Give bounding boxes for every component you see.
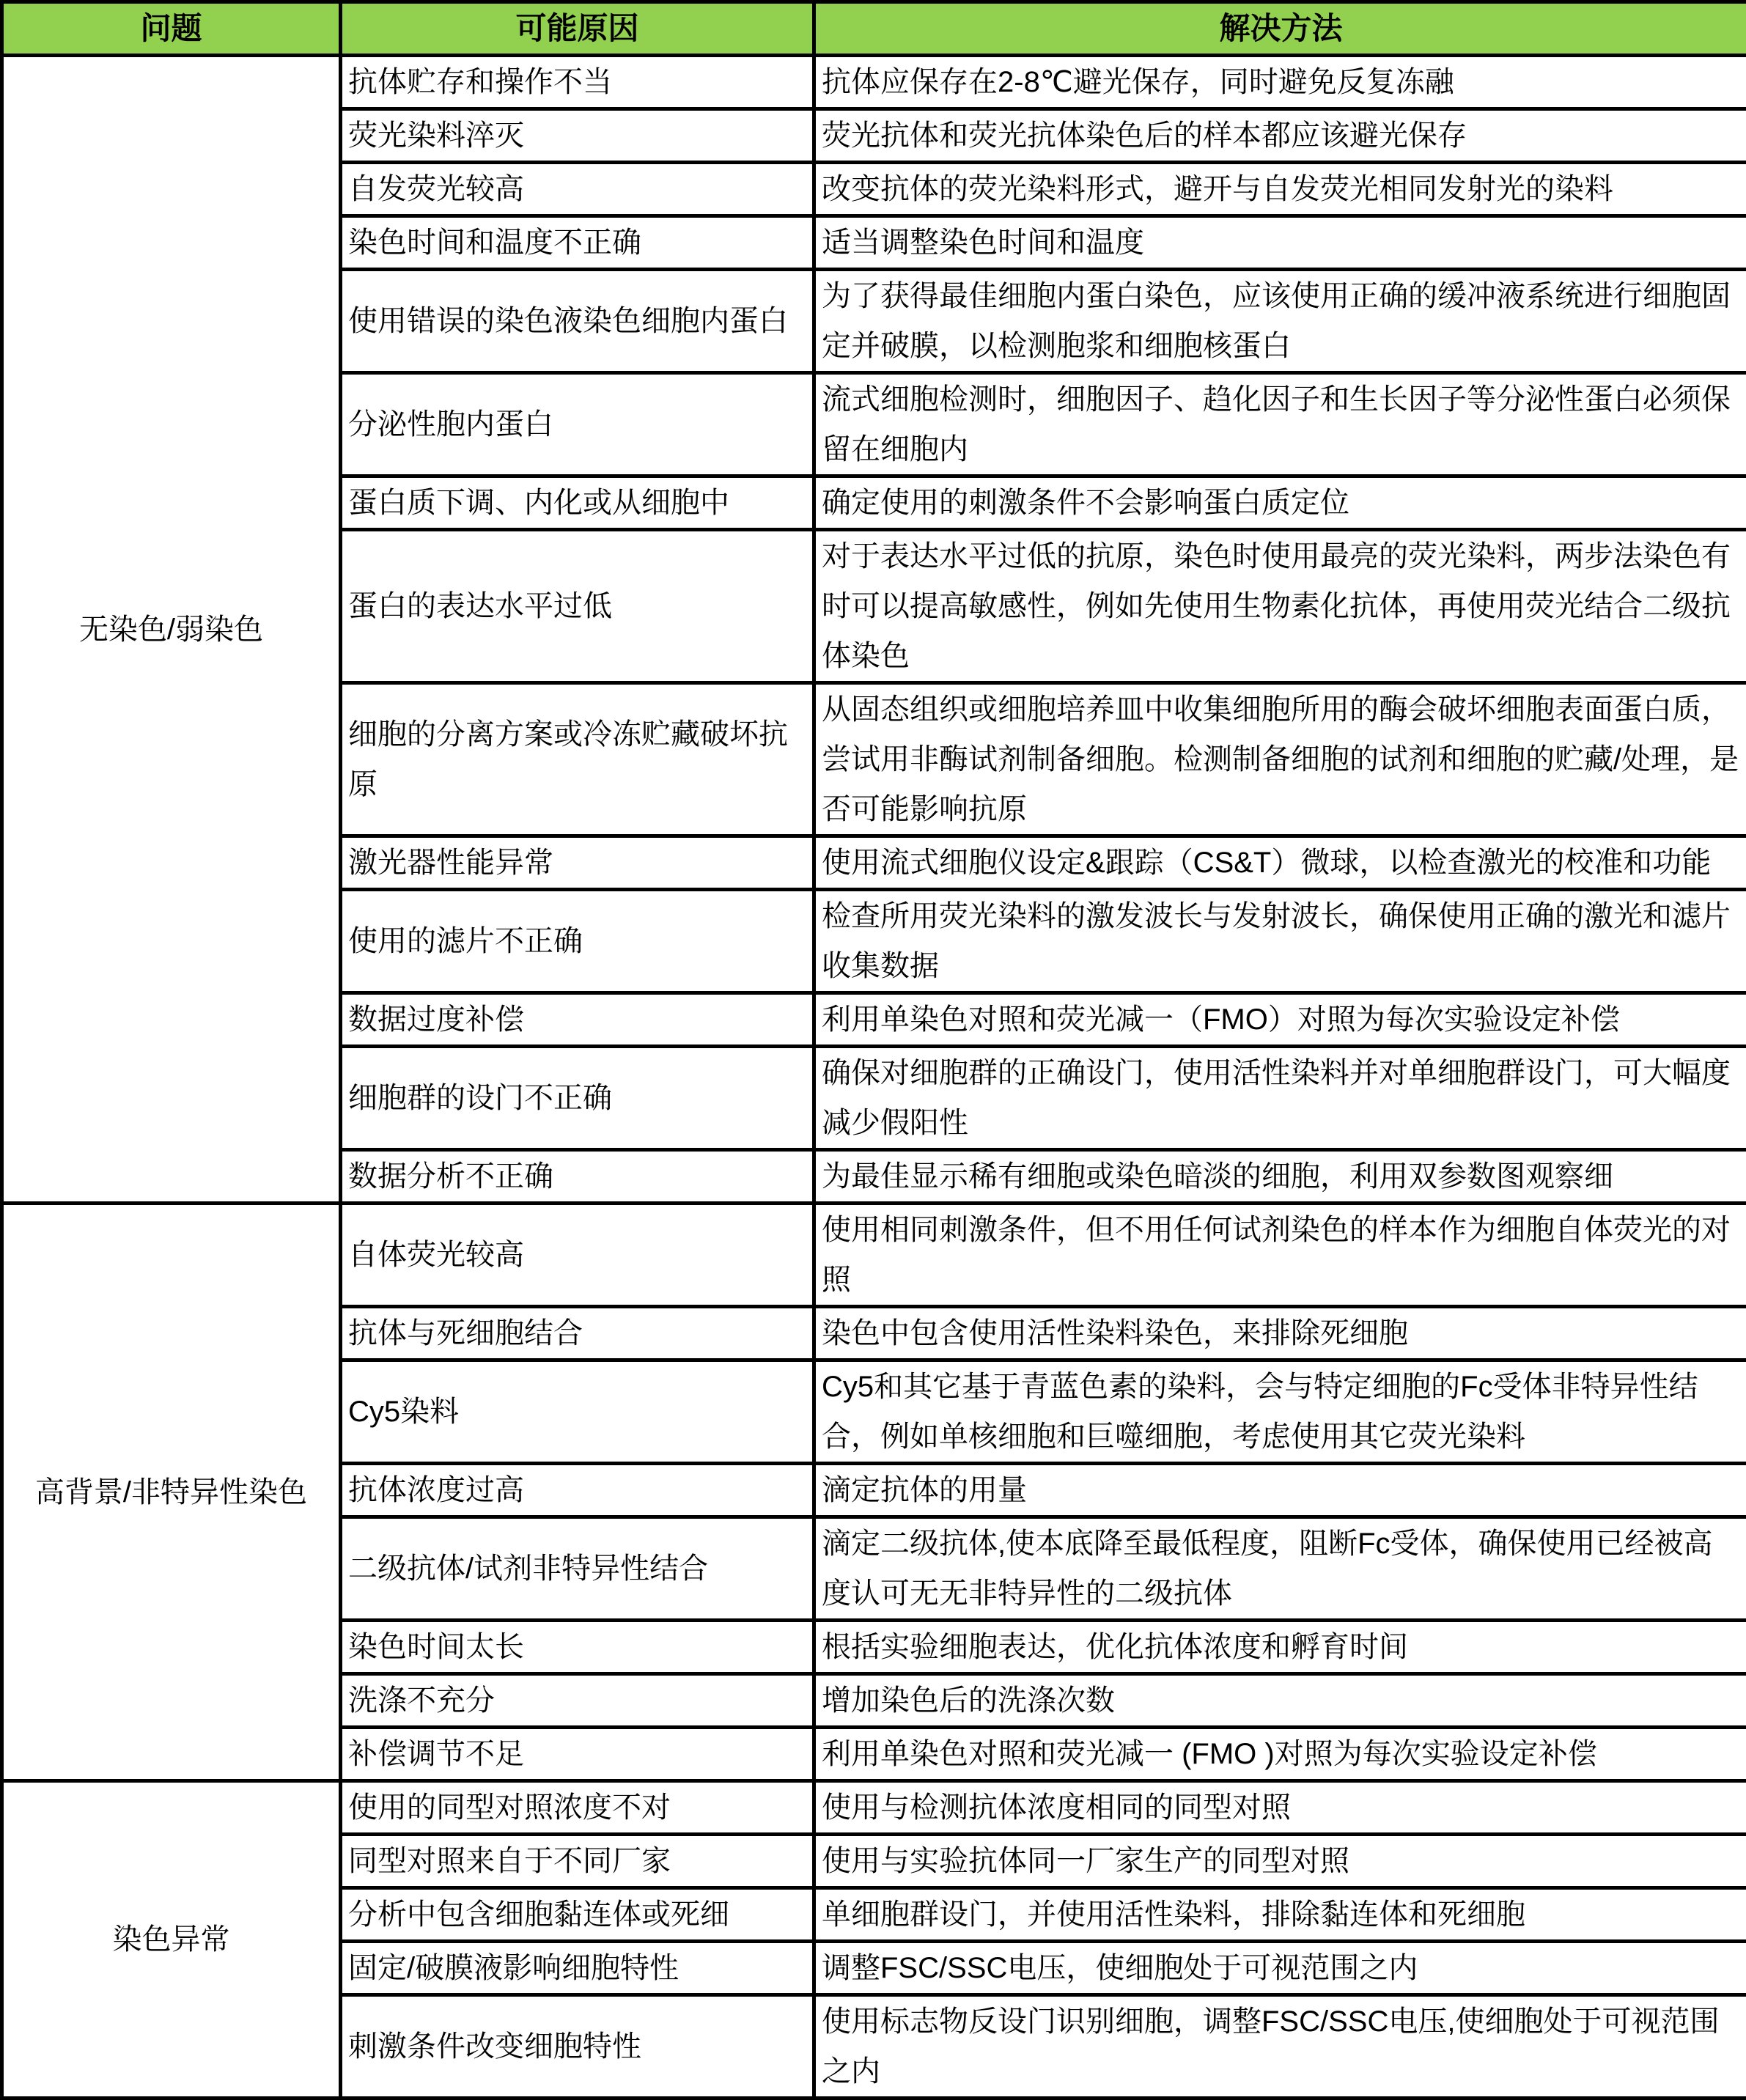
- problem-cell: 高背景/非特异性染色: [2, 1204, 341, 1781]
- solution-cell: 利用单染色对照和荧光减一 (FMO )对照为每次实验设定补偿: [814, 1728, 1746, 1781]
- cause-cell: 蛋白质下调、内化或从细胞中: [341, 476, 814, 530]
- solution-cell: 使用相同刺激条件，但不用任何试剂染色的样本作为细胞自体荧光的对照: [814, 1204, 1746, 1307]
- cause-cell: 同型对照来自于不同厂家: [341, 1835, 814, 1888]
- cause-cell: 细胞群的设门不正确: [341, 1047, 814, 1150]
- cause-cell: 细胞的分离方案或冷冻贮藏破坏抗原: [341, 683, 814, 836]
- cause-cell: 使用的同型对照浓度不对: [341, 1781, 814, 1835]
- solution-cell: 从固态组织或细胞培养皿中收集细胞所用的酶会破坏细胞表面蛋白质，尝试用非酶试剂制备细胞。检测制备细胞的试剂和细胞的贮藏/处理，是否可能影响抗原: [814, 683, 1746, 836]
- solution-cell: 确定使用的刺激条件不会影响蛋白质定位: [814, 476, 1746, 530]
- solution-cell: 为了获得最佳细胞内蛋白染色，应该使用正确的缓冲液系统进行细胞固定并破膜，以检测胞浆和细胞核蛋白: [814, 270, 1746, 373]
- table-row: [2, 56, 1746, 109]
- cause-cell: 抗体贮存和操作不当: [341, 56, 814, 109]
- table-row: [2, 1204, 1746, 1307]
- solution-cell: 抗体应保存在2-8℃避光保存，同时避免反复冻融: [814, 56, 1746, 109]
- cause-cell: 激光器性能异常: [341, 836, 814, 890]
- solution-cell: 根括实验细胞表达，优化抗体浓度和孵育时间: [814, 1621, 1746, 1674]
- cause-cell: 染色时间和温度不正确: [341, 216, 814, 270]
- solution-cell: 荧光抗体和荧光抗体染色后的样本都应该避光保存: [814, 109, 1746, 163]
- solution-cell: 适当调整染色时间和温度: [814, 216, 1746, 270]
- header-solution: 解决方法: [814, 2, 1746, 56]
- cause-cell: 固定/破膜液影响细胞特性: [341, 1942, 814, 1995]
- cause-cell: 蛋白的表达水平过低: [341, 530, 814, 683]
- solution-cell: Cy5和其它基于青蓝色素的染料，会与特定细胞的Fc受体非特异性结合，例如单核细胞和巨噬细胞，考虑使用其它荧光染料: [814, 1360, 1746, 1464]
- header-cause: 可能原因: [341, 2, 814, 56]
- table-row: [2, 1781, 1746, 1835]
- cause-cell: 数据分析不正确: [341, 1150, 814, 1204]
- cause-cell: 数据过度补偿: [341, 993, 814, 1047]
- cause-cell: 抗体浓度过高: [341, 1464, 814, 1517]
- header-row: [2, 2, 1746, 56]
- solution-cell: 为最佳显示稀有细胞或染色暗淡的细胞，利用双参数图观察细: [814, 1150, 1746, 1204]
- cause-cell: 使用的滤片不正确: [341, 890, 814, 993]
- table-body: [2, 56, 1746, 2099]
- cause-cell: 自体荧光较高: [341, 1204, 814, 1307]
- solution-cell: 改变抗体的荧光染料形式，避开与自发荧光相同发射光的染料: [814, 163, 1746, 216]
- header-problem: 问题: [2, 2, 341, 56]
- solution-cell: 检查所用荧光染料的激发波长与发射波长，确保使用正确的激光和滤片收集数据: [814, 890, 1746, 993]
- solution-cell: 利用单染色对照和荧光减一（FMO）对照为每次实验设定补偿: [814, 993, 1746, 1047]
- solution-cell: 增加染色后的洗涤次数: [814, 1674, 1746, 1728]
- cause-cell: 荧光染料淬灭: [341, 109, 814, 163]
- solution-cell: 滴定抗体的用量: [814, 1464, 1746, 1517]
- cause-cell: Cy5染料: [341, 1360, 814, 1464]
- cause-cell: 抗体与死细胞结合: [341, 1307, 814, 1360]
- problem-cell: 无染色/弱染色: [2, 56, 341, 1204]
- cause-cell: 二级抗体/试剂非特异性结合: [341, 1517, 814, 1621]
- solution-cell: 对于表达水平过低的抗原，染色时使用最亮的荧光染料，两步法染色有时可以提高敏感性，例如先使用生物素化抗体，再使用荧光结合二级抗体染色: [814, 530, 1746, 683]
- cause-cell: 刺激条件改变细胞特性: [341, 1995, 814, 2099]
- cause-cell: 洗涤不充分: [341, 1674, 814, 1728]
- solution-cell: 确保对细胞群的正确设门，使用活性染料并对单细胞群设门，可大幅度减少假阳性: [814, 1047, 1746, 1150]
- solution-cell: 调整FSC/SSC电压，使细胞处于可视范围之内: [814, 1942, 1746, 1995]
- cause-cell: 使用错误的染色液染色细胞内蛋白: [341, 270, 814, 373]
- solution-cell: 使用与检测抗体浓度相同的同型对照: [814, 1781, 1746, 1835]
- cause-cell: 分泌性胞内蛋白: [341, 373, 814, 476]
- cause-cell: 补偿调节不足: [341, 1728, 814, 1781]
- solution-cell: 使用标志物反设门识别细胞，调整FSC/SSC电压,使细胞处于可视范围之内: [814, 1995, 1746, 2099]
- solution-cell: 染色中包含使用活性染料染色，来排除死细胞: [814, 1307, 1746, 1360]
- cause-cell: 染色时间太长: [341, 1621, 814, 1674]
- solution-cell: 单细胞群设门，并使用活性染料，排除黏连体和死细胞: [814, 1888, 1746, 1942]
- solution-cell: 使用流式细胞仪设定&跟踪（CS&T）微球，以检查激光的校准和功能: [814, 836, 1746, 890]
- solution-cell: 使用与实验抗体同一厂家生产的同型对照: [814, 1835, 1746, 1888]
- cause-cell: 自发荧光较高: [341, 163, 814, 216]
- solution-cell: 流式细胞检测时，细胞因子、趋化因子和生长因子等分泌性蛋白必须保留在细胞内: [814, 373, 1746, 476]
- solution-cell: 滴定二级抗体,使本底降至最低程度，阻断Fc受体，确保使用已经被高度认可无无非特异性的二级抗体: [814, 1517, 1746, 1621]
- problem-cell: 染色异常: [2, 1781, 341, 2099]
- cause-cell: 分析中包含细胞黏连体或死细: [341, 1888, 814, 1942]
